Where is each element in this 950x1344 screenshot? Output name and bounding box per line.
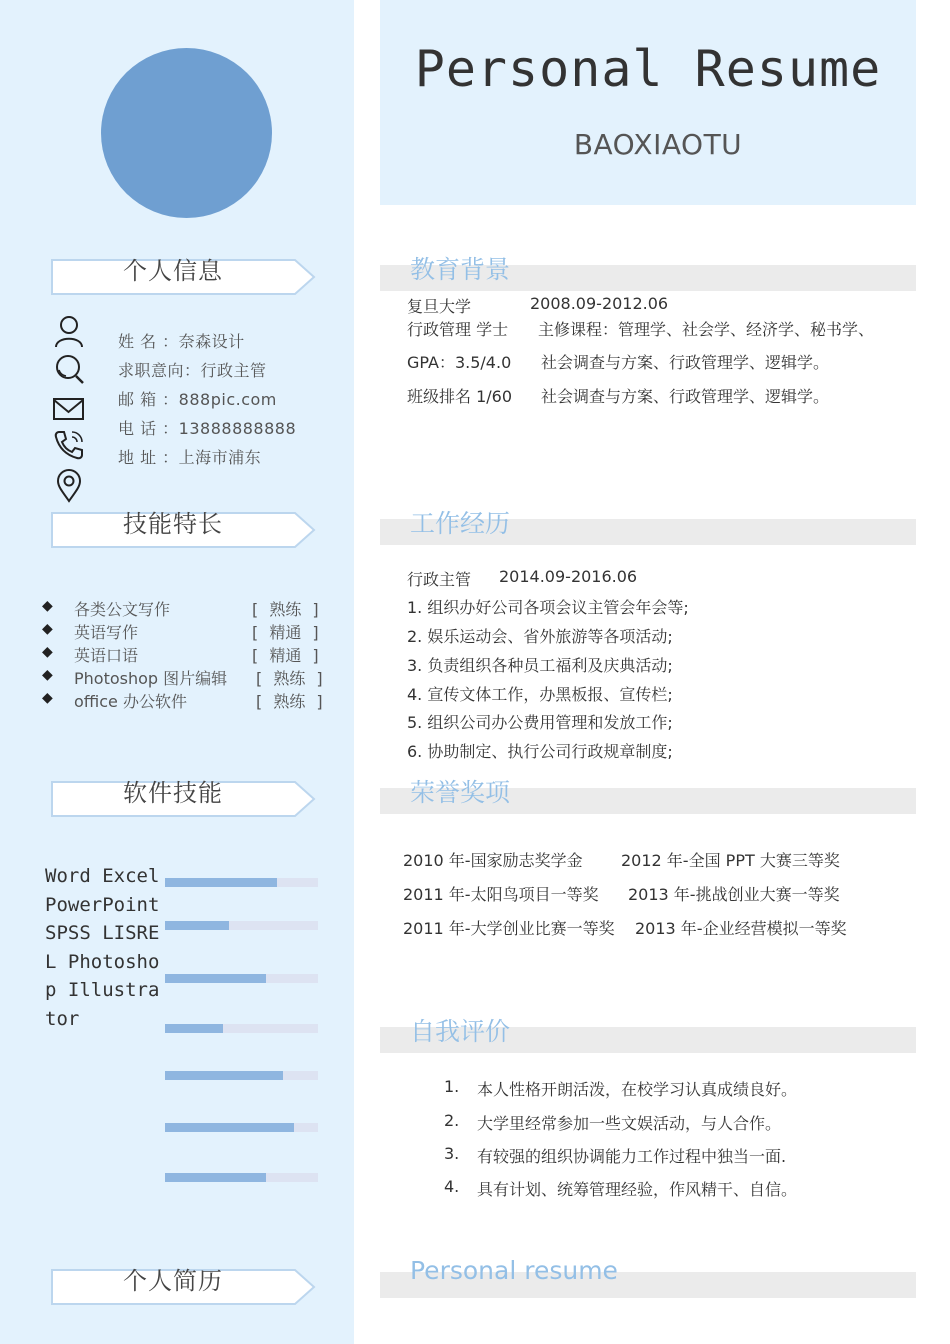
section-title-self-evaluation: 自我评价 <box>410 1017 511 1046</box>
skill-row <box>42 597 332 619</box>
skill-name: Photoshop 图片编辑 <box>74 669 228 688</box>
info-name: 姓 名 ：奈森设计 <box>118 332 245 351</box>
edu-courses-3: 社会调查与方案、行政管理学、逻辑学。 <box>541 387 830 406</box>
diamond-bullet-icon: ◆ <box>42 644 53 660</box>
edu-period: 2008.09-2012.06 <box>530 294 669 313</box>
award-item: 2013 年-企业经营模拟一等奖 <box>635 919 847 938</box>
phone-icon <box>52 428 86 462</box>
eval-text: 有较强的组织协调能力工作过程中独当一面. <box>477 1147 787 1166</box>
software-level-fill <box>165 878 277 887</box>
section-title-label: 个人简历 <box>123 1267 223 1295</box>
person-name: BAOXIAOTU <box>573 128 743 161</box>
mail-icon <box>52 392 86 426</box>
software-level-fill <box>165 974 266 983</box>
eval-text: 具有计划、统筹管理经验，作风精干、自信。 <box>477 1180 798 1199</box>
section-title-label: 个人信息 <box>123 257 223 285</box>
software-level-bar <box>165 1071 318 1080</box>
work-duty: 2. 娱乐运动会、省外旅游等各项活动; <box>407 627 673 646</box>
section-title-label: 软件技能 <box>123 779 223 807</box>
edu-school: 复旦大学 <box>407 297 472 316</box>
software-level-bar <box>165 1123 318 1132</box>
skill-row <box>42 689 332 711</box>
skill-level: [ 精通 ] <box>252 646 319 665</box>
section-title-personal-resume: Personal resume <box>410 1256 618 1285</box>
edu-rank: 班级排名 1/60 <box>407 387 513 406</box>
work-duty: 6. 协助制定、执行公司行政规章制度; <box>407 742 673 761</box>
award-item: 2011 年-太阳鸟项目一等奖 <box>403 885 599 904</box>
edu-gpa: GPA：3.5/4.0 <box>407 353 512 372</box>
location-pin-icon <box>52 469 86 503</box>
section-title-awards: 荣誉奖项 <box>410 778 511 807</box>
section-title-profile <box>51 1269 316 1305</box>
skill-name: office 办公软件 <box>74 692 187 711</box>
edu-courses: 主修课程：管理学、社会学、经济学、秘书学、 <box>538 320 875 339</box>
skill-name: 英语写作 <box>74 623 139 642</box>
sidebar <box>0 0 354 1344</box>
skill-level: [ 精通 ] <box>252 623 319 642</box>
skill-level: [ 熟练 ] <box>252 600 319 619</box>
section-title-skills <box>51 512 316 548</box>
eval-number: 3. <box>444 1144 460 1163</box>
page-title: Personal Resume <box>414 40 882 98</box>
skill-row <box>42 620 332 642</box>
info-phone: 电 话 ：13888888888 <box>118 419 297 438</box>
user-icon <box>52 314 86 348</box>
edu-major: 行政管理 学士 <box>407 320 509 339</box>
eval-text: 大学里经常参加一些文娱活动，与人合作。 <box>477 1114 782 1133</box>
skill-level: [ 熟练 ] <box>256 669 323 688</box>
award-item: 2013 年-挑战创业大赛一等奖 <box>628 885 840 904</box>
skill-level: [ 熟练 ] <box>256 692 323 711</box>
software-level-fill <box>165 1173 266 1182</box>
section-title-work: 工作经历 <box>410 509 511 538</box>
diamond-bullet-icon: ◆ <box>42 598 53 614</box>
diamond-bullet-icon: ◆ <box>42 621 53 637</box>
info-job-intent: 求职意向：行政主管 <box>118 361 267 380</box>
work-duty: 5. 组织公司办公费用管理和发放工作; <box>407 713 673 732</box>
work-position: 行政主管 <box>407 570 472 589</box>
software-level-bar <box>165 878 318 887</box>
software-level-bar <box>165 1024 318 1033</box>
software-names: Word Excel PowerPoint SPSS LISREL Photoshop Illustrator <box>45 865 160 1030</box>
diamond-bullet-icon: ◆ <box>42 667 53 683</box>
info-address: 地 址 ：上海市浦东 <box>118 448 262 467</box>
section-title-software <box>51 781 316 817</box>
avatar <box>101 48 272 218</box>
section-title-label: 技能特长 <box>123 510 223 538</box>
eval-number: 1. <box>444 1077 460 1096</box>
section-title-education: 教育背景 <box>410 255 511 284</box>
software-level-fill <box>165 1123 294 1132</box>
skill-row <box>42 643 332 665</box>
software-level-bar <box>165 921 318 930</box>
search-icon <box>52 352 86 386</box>
eval-number: 4. <box>444 1177 460 1196</box>
award-item: 2012 年-全国 PPT 大赛三等奖 <box>621 851 840 870</box>
software-level-bar <box>165 1173 318 1182</box>
skill-name: 各类公文写作 <box>74 600 171 619</box>
section-title-personal-info <box>51 259 316 295</box>
work-duty: 3. 负责组织各种员工福利及庆典活动; <box>407 656 673 675</box>
software-level-bar <box>165 974 318 983</box>
diamond-bullet-icon: ◆ <box>42 690 53 706</box>
eval-text: 本人性格开朗活泼，在校学习认真成绩良好。 <box>477 1080 798 1099</box>
work-duty: 1. 组织办好公司各项会议主管会年会等; <box>407 598 689 617</box>
skill-name: 英语口语 <box>74 646 139 665</box>
info-email: 邮 箱 ：888pic.com <box>118 390 277 409</box>
edu-courses-2: 社会调查与方案、行政管理学、逻辑学。 <box>541 353 830 372</box>
award-item: 2011 年-大学创业比赛一等奖 <box>403 919 615 938</box>
work-period: 2014.09-2016.06 <box>499 567 638 586</box>
software-level-fill <box>165 1024 223 1033</box>
skill-row <box>42 666 332 688</box>
eval-number: 2. <box>444 1111 460 1130</box>
work-duty: 4. 宣传文体工作，办黑板报、宣传栏; <box>407 685 673 704</box>
award-item: 2010 年-国家励志奖学金 <box>403 851 583 870</box>
software-level-fill <box>165 1071 283 1080</box>
header <box>380 0 916 205</box>
software-level-fill <box>165 921 229 930</box>
